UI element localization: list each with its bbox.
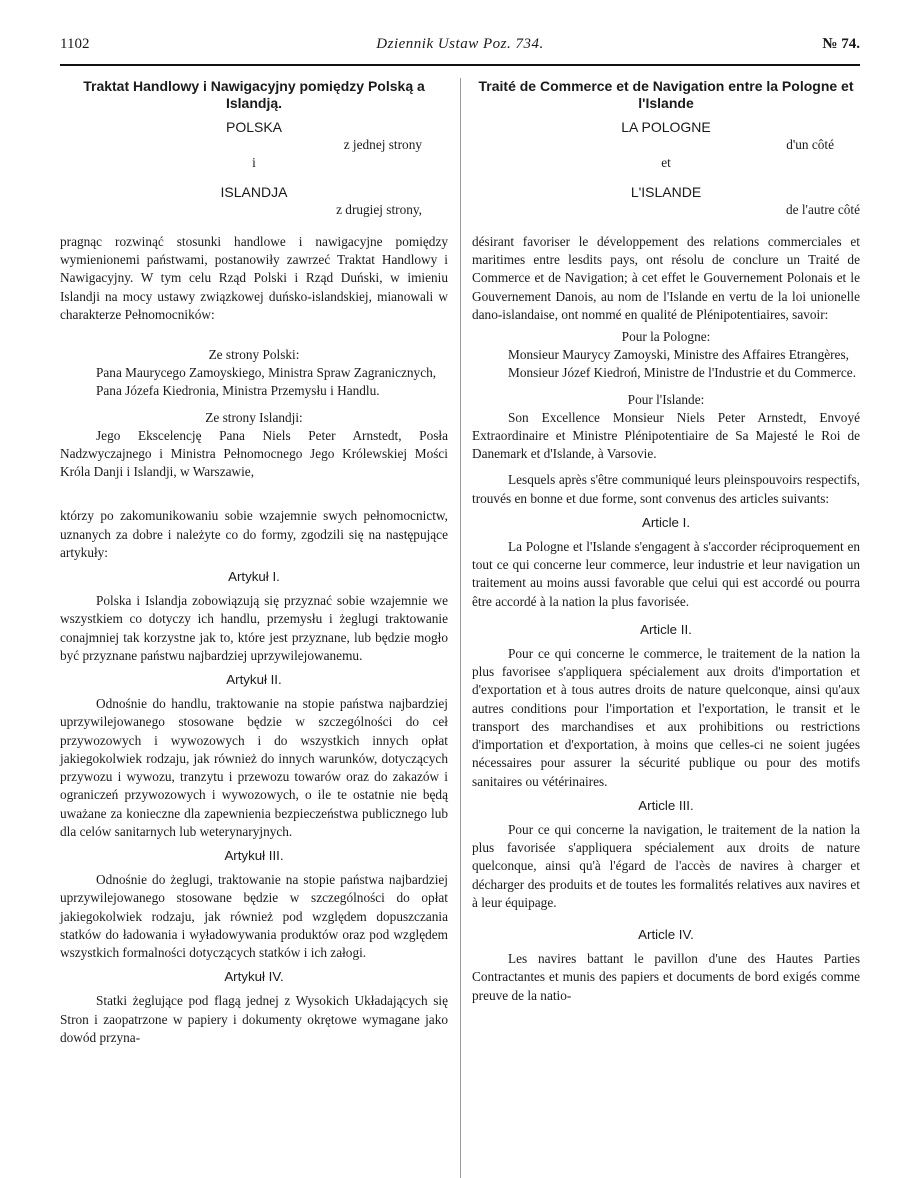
- closing-pl: którzy po zakomunikowaniu sobie wzajemnie swych pełnomocnictw, uznanych za dobre i należyte co do formy, zgodzili się na następujące artykuły:: [60, 508, 448, 560]
- conjunction-pl: i: [252, 155, 256, 171]
- party-iceland-pl: ISLANDJA: [220, 183, 288, 200]
- article-4-pl: Statki żeglujące pod flagą jednej z Wysokich Układających się Stron i zaopatrzone w papiery i dokumenty okrętowe wymagane jako dowód przyna-: [60, 993, 448, 1045]
- column-divider: [460, 78, 461, 1178]
- for-iceland-fr: Pour l'Islande:: [627, 391, 705, 407]
- preamble-fr: désirant favoriser le développement des relations commerciales et maritimes entre lesdits pays, ont résolu de conclure un Traité de Commerce et de Navigation; à cet effet le Gouvernement Polonais et le Gouvernement Danois, au nom de l'Islande en vertu de la loi unionelle dano-islandaise, ont nommé en qualité de Plénipotentiaires, savoir:: [472, 234, 860, 322]
- article-4-fr: Les navires battant le pavillon d'une des Hautes Parties Contractantes et munis des papiers et documents de bord exigés comme preuve de la natio-: [472, 951, 860, 1003]
- side-two-fr: de l'autre côté: [785, 201, 860, 217]
- article-2-pl: Odnośnie do handlu, traktowanie na stopie państwa najbardziej uprzywilejowanego stosowane będzie w szczególności do ceł przywozowych i wywozowych i do wszystkich innych opłat jakiegokolwiek rodzaju, jak również do innych warunków, dotyczących przywozu i wywozu, tranzytu i przewozu towarów oraz do zakazów i ograniczeń przywozowych i wywozowych, o ile te ostatnie nie będą uważane za konieczne dla zapewnienia bezpieczeństwa publicznego lub dla celów sanitarnych lub weterynaryjnych.: [60, 696, 448, 839]
- for-iceland-pl: Ze strony Islandji:: [205, 409, 303, 425]
- article-4-title-pl: Artykuł IV.: [224, 969, 284, 985]
- delegate-arnstedt-pl: Jego Ekscelencję Pana Niels Peter Arnstedt, Posła Nadzwyczajnego i Ministra Pełnomocnego Jego Królewskiej Mości Króla Danji i Islandji, w Warszawie,: [60, 427, 448, 480]
- article-2-title-pl: Artykuł II.: [226, 672, 282, 688]
- treaty-title-fr: Traité de Commerce et de Navigation entre la Pologne et l'Islande: [478, 78, 854, 111]
- delegate-arnstedt-fr: Son Excellence Monsieur Niels Peter Arnstedt, Envoyé Extraordinaire et Ministre Plénipotentiaire de Sa Majesté le Roi de Danemark et d'Islande, à Varsovie.: [472, 409, 860, 462]
- header-rule: [60, 64, 860, 66]
- document-page: [60, 36, 860, 1045]
- article-3-title-pl: Artykuł III.: [224, 847, 284, 863]
- page-header: [60, 36, 860, 62]
- party-iceland-fr: L'ISLANDE: [630, 183, 702, 200]
- article-3-pl: Odnośnie do żeglugi, traktowanie na stopie państwa najbardziej uprzywilejowanego stosowane będzie w szczególności do opłat jakiegokolwiek rodzaju, jak również pod względem dopuszczania statków do ładowania i wyładowywania produktów oraz pod względem wszystkich formalności dotyczących statków i ich załogi.: [60, 872, 448, 960]
- article-1-pl: Polska i Islandja zobowiązują się przyznać sobie wzajemnie we wszystkiem co dotyczy ich handlu, przemysłu i żeglugi traktowanie conajmniej tak korzystne jak to, które jest przyznane, lub będzie mogło być przyznane państwu najbardziej uprzywilejowanemu.: [60, 593, 448, 663]
- page-number: 1102: [60, 36, 90, 52]
- preamble-pl: pragnąc rozwinąć stosunki handlowe i nawigacyjne pomiędzy wymienionemi państwami, postanowiły zawrzeć Traktat Handlowy i Nawigacyjny. W tym celu Rząd Polski i Rząd Duński, w imieniu Islandji na mocy ustawy związkowej duńsko-islandskiej, mianowali w charakterze Pełnomocników:: [60, 234, 448, 322]
- delegate-kiedron-pl: Pana Józefa Kiedronia, Ministra Przemysłu i Handlu.: [96, 383, 380, 399]
- side-one-fr: d'un côté: [786, 137, 834, 153]
- article-1-title-fr: Article I.: [641, 514, 691, 530]
- for-poland-pl: Ze strony Polski:: [208, 347, 300, 363]
- issue-number: № 74.: [822, 36, 860, 52]
- french-column: [472, 78, 860, 1005]
- party-poland-pl: POLSKA: [225, 119, 283, 135]
- polish-column: [60, 78, 448, 1047]
- side-two-pl: z drugiej strony,: [336, 201, 422, 217]
- article-3-fr: Pour ce qui concerne la navigation, le traitement de la nation la plus favorisée s'appliquera spécialement aux droits de nature quelconque, ainsi qu'à l'égard de l'accès de navires à charger et décharger des produits et de toutes les formalités relatives aux navires et à leur équipage.: [472, 821, 860, 910]
- delegate-kiedron-fr: Monsieur Józef Kiedroń, Ministre de l'Industrie et du Commerce.: [508, 365, 857, 381]
- side-one-pl: z jednej strony: [343, 137, 422, 153]
- article-4-title-fr: Article IV.: [638, 926, 694, 942]
- treaty-title-pl: Traktat Handlowy i Nawigacyjny pomiędzy Polską a Islandją.: [83, 78, 425, 111]
- article-2-fr: Pour ce qui concerne le commerce, le traitement de la nation la plus favorisee s'appliquera spécialement aux droits d'importation et d'exportation et à tous autres droits de nature quelconque, ainsi qu'aux autres conditions pour l'importation et l'exportation, le transit et le transport des marchandises et aux prohibitions ou restrictions d'importation et d'exportation, à moins que celles-ci ne soient jugées nécessaires pour assurer la sécurité publique ou pour des motifs sanitaires ou vétérinaires.: [472, 646, 860, 789]
- conjunction-fr: et: [661, 155, 671, 171]
- party-poland-fr: LA POLOGNE: [621, 119, 711, 135]
- delegate-zamoyski-fr: Monsieur Maurycy Zamoyski, Ministre des Affaires Etrangères,: [508, 347, 849, 363]
- article-1-fr: La Pologne et l'Islande s'engagent à s'accorder réciproquement en tout ce qui concerne leur commerce, leur industrie et leur navigation un traitement au moins aussi favorable que celui qui est accordé ou pourra être accordé à la nation la plus favorisée.: [472, 539, 860, 609]
- article-3-title-fr: Article III.: [638, 797, 694, 813]
- for-poland-fr: Pour la Pologne:: [621, 329, 711, 345]
- closing-fr: Lesquels après s'être communiqué leurs pleinspouvoirs respectifs, trouvés en bonne et due forme, sont convenus des articles suivants:: [472, 472, 860, 506]
- delegate-zamoyski-pl: Pana Maurycego Zamoyskiego, Ministra Spraw Zagranicznych,: [96, 365, 437, 381]
- article-2-title-fr: Article II.: [640, 621, 692, 637]
- journal-title: Dziennik Ustaw Poz. 734.: [376, 36, 544, 52]
- article-1-title-pl: Artykuł I.: [228, 569, 280, 585]
